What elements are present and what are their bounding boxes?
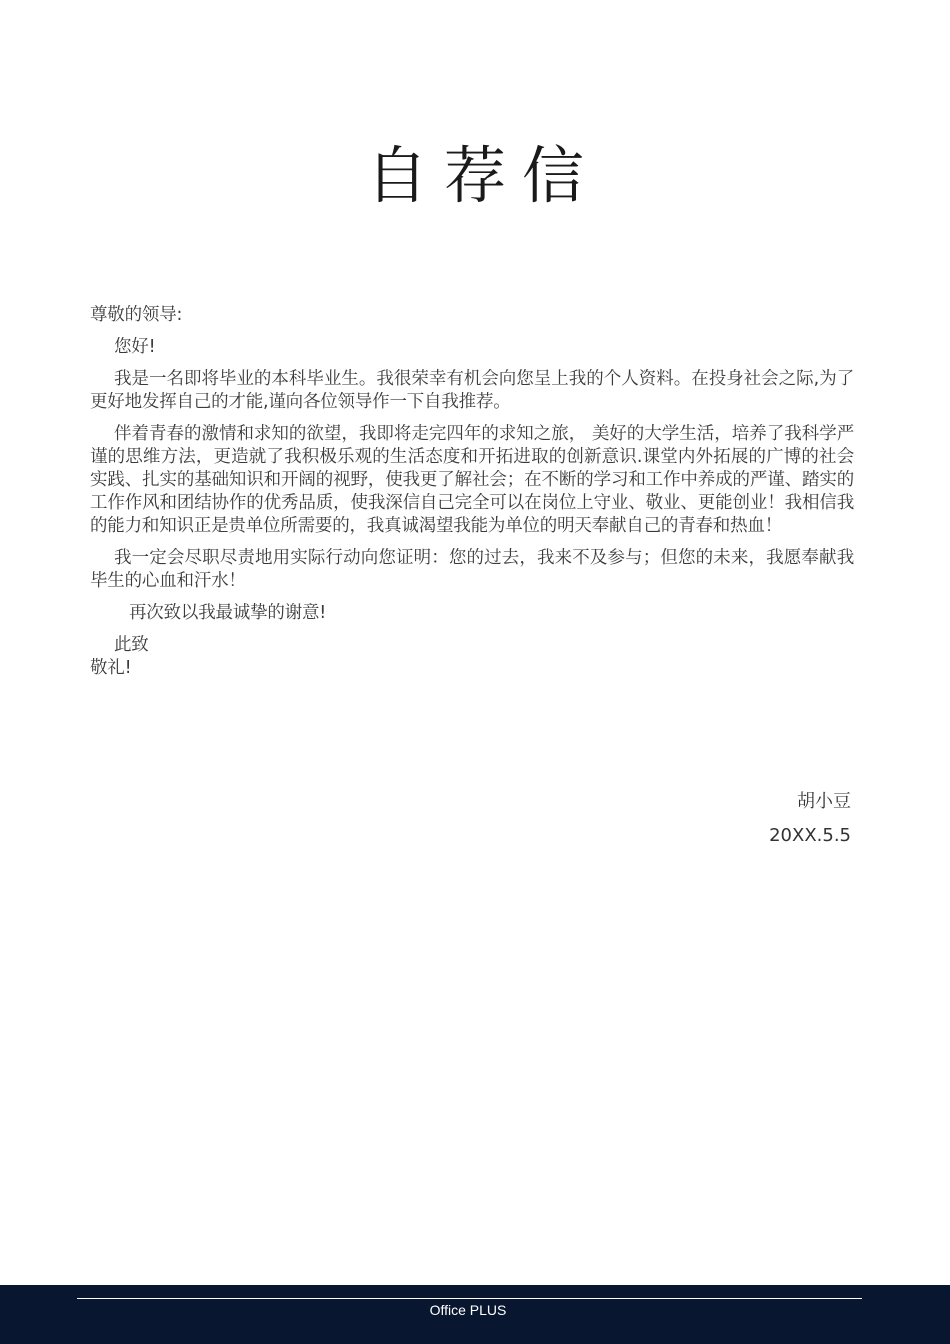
footer-bar (0, 1285, 950, 1344)
letter-body (90, 304, 854, 680)
footer-divider (77, 1298, 862, 1299)
signature-block (769, 785, 851, 853)
thanks-line: 再次致以我最诚挚的谢意! (129, 603, 327, 623)
closing-line-1: 此致 (114, 635, 149, 655)
signature-date: 20XX.5.5 (769, 825, 851, 846)
document-title: 自荐信 (365, 139, 600, 212)
paragraph-commitment: 我一定会尽职尽责地用实际行动向您证明：您的过去，我来不及参与；但您的未来，我愿奉献我毕生的心血和汗水！ (90, 548, 854, 591)
paragraph-experience: 伴着青春的激情和求知的欲望，我即将走完四年的求知之旅， 美好的大学生活，培养了我科学严谨的思维方法，更造就了我积极乐观的生活态度和开拓进取的创新意识.课堂内外拓展的广博的社会实践、扎实的基础知识和开阔的视野，使我更了解社会；在不断的学习和工作中养成的严谨、踏实的工作作风和团结协作的优秀品质，使我深信自己完全可以在岗位上守业、敬业、更能创业！我相信我的能力和知识正是贵单位所需要的，我真诚渴望我能为单位的明天奉献自己的青春和热血！ (90, 424, 854, 536)
signature-name: 胡小豆 (797, 791, 851, 812)
footer-brand: Office PLUS (429, 1302, 507, 1318)
closing-line-2: 敬礼! (90, 658, 132, 678)
greeting: 您好! (114, 337, 156, 357)
salutation: 尊敬的领导: (90, 305, 183, 325)
paragraph-intro: 我是一名即将毕业的本科毕业生。我很荣幸有机会向您呈上我的个人资料。在投身社会之际,为了更好地发挥自己的才能,谨向各位领导作一下自我推荐。 (90, 369, 854, 412)
